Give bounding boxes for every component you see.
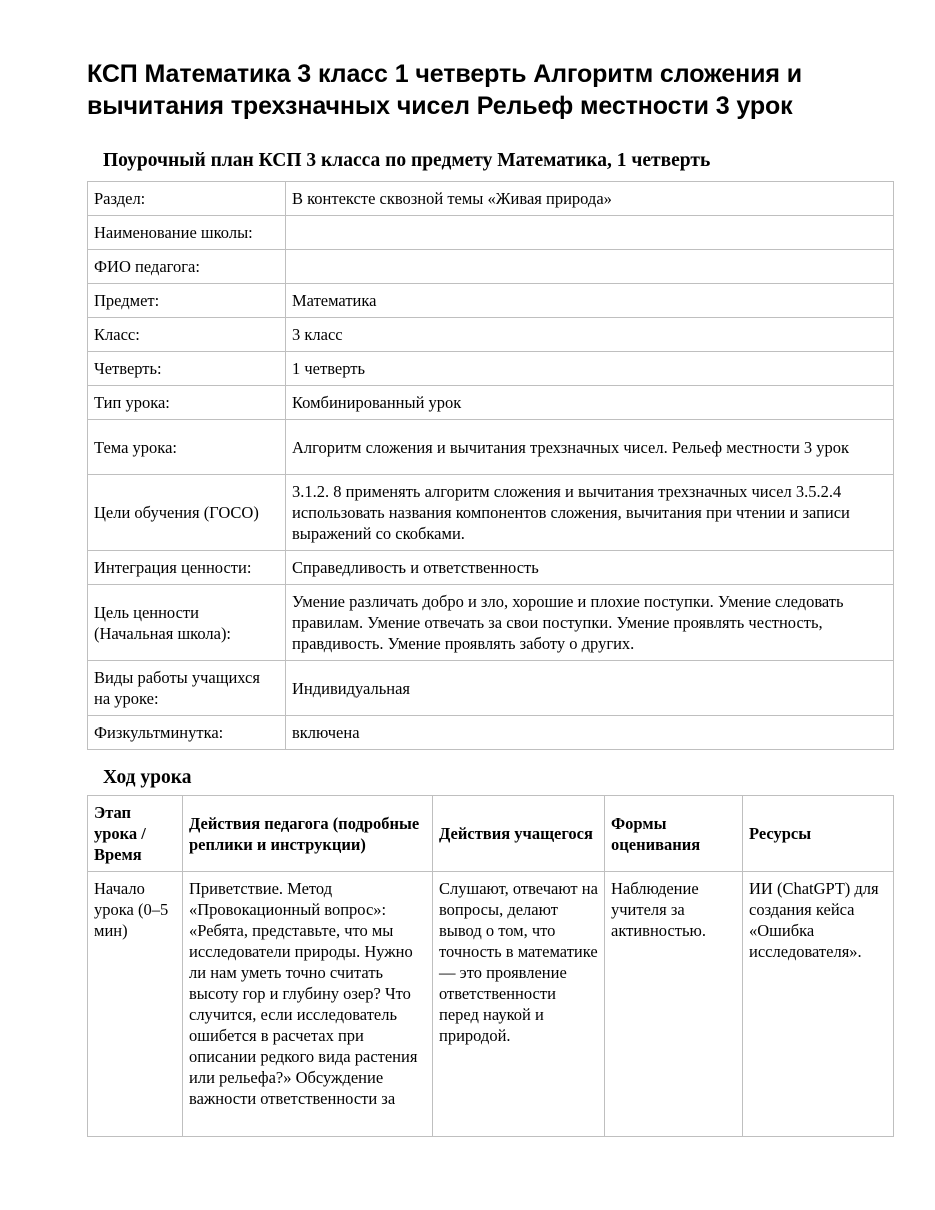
- info-label: Физкультминутка:: [88, 716, 286, 750]
- info-value: Справедливость и ответственность: [286, 551, 894, 585]
- info-label: Интеграция ценности:: [88, 551, 286, 585]
- info-row: [88, 420, 894, 475]
- info-label: Цели обучения (ГОСО): [88, 475, 286, 551]
- info-row: [88, 182, 894, 216]
- info-row: [88, 386, 894, 420]
- info-value: Комбинированный урок: [286, 386, 894, 420]
- info-value: Алгоритм сложения и вычитания трехзначных чисел. Рельеф местности 3 урок: [286, 420, 894, 475]
- column-header-assessment: Формы оценивания: [605, 796, 743, 872]
- info-row: [88, 661, 894, 716]
- info-row: [88, 318, 894, 352]
- info-row: [88, 551, 894, 585]
- info-value: 3.1.2. 8 применять алгоритм сложения и вычитания трехзначных чисел 3.5.2.4 использовать названия компонентов сложения, вычитания при чтении и записи выражений со скобками.: [286, 475, 894, 551]
- column-header-stage: Этап урока / Время: [88, 796, 183, 872]
- info-value: включена: [286, 716, 894, 750]
- info-value: 1 четверть: [286, 352, 894, 386]
- info-value: В контексте сквозной темы «Живая природа»: [286, 182, 894, 216]
- lesson-flow-table: [87, 795, 894, 1137]
- info-value: [286, 250, 894, 284]
- stage-cell: Начало урока (0–5 мин): [88, 872, 183, 1137]
- info-value: 3 класс: [286, 318, 894, 352]
- column-header-student-actions: Действия учащегося: [433, 796, 605, 872]
- info-label: Раздел:: [88, 182, 286, 216]
- info-row: [88, 475, 894, 551]
- info-value: Умение различать добро и зло, хорошие и плохие поступки. Умение следовать правилам. Умение отвечать за свои поступки. Умение проявлять честность, правдивость. Умение проявлять заботу о других.: [286, 585, 894, 661]
- info-row: [88, 352, 894, 386]
- info-label: ФИО педагога:: [88, 250, 286, 284]
- plan-heading: Поурочный план КСП 3 класса по предмету Математика, 1 четверть: [103, 150, 711, 171]
- info-label: Четверть:: [88, 352, 286, 386]
- resources-cell: ИИ (ChatGPT) для создания кейса «Ошибка исследователя».: [743, 872, 894, 1137]
- document-page: [87, 58, 893, 1137]
- info-label: Виды работы учащихся на уроке:: [88, 661, 286, 716]
- info-label: Цель ценности (Начальная школа):: [88, 585, 286, 661]
- flow-header-row: [88, 796, 894, 872]
- table-row: [88, 872, 894, 1137]
- info-label: Наименование школы:: [88, 216, 286, 250]
- info-value: [286, 216, 894, 250]
- info-value: Математика: [286, 284, 894, 318]
- info-label: Тип урока:: [88, 386, 286, 420]
- info-row: [88, 585, 894, 661]
- info-label: Предмет:: [88, 284, 286, 318]
- info-row: [88, 716, 894, 750]
- info-row: [88, 216, 894, 250]
- student-actions-cell: Слушают, отвечают на вопросы, делают вывод о том, что точность в математике — это проявление ответственности перед наукой и природой.: [433, 872, 605, 1137]
- info-value: Индивидуальная: [286, 661, 894, 716]
- info-label: Класс:: [88, 318, 286, 352]
- info-label: Тема урока:: [88, 420, 286, 475]
- flow-heading: Ход урока: [103, 767, 192, 788]
- column-header-teacher-actions: Действия педагога (подробные реплики и инструкции): [183, 796, 433, 872]
- assessment-cell: Наблюдение учителя за активностью.: [605, 872, 743, 1137]
- info-row: [88, 284, 894, 318]
- info-row: [88, 250, 894, 284]
- document-title: КСП Математика 3 класс 1 четверть Алгоритм сложения и вычитания трехзначных чисел Рельеф местности 3 урок: [87, 60, 803, 120]
- column-header-resources: Ресурсы: [743, 796, 894, 872]
- lesson-info-table: [87, 181, 894, 750]
- teacher-actions-cell: Приветствие. Метод «Провокационный вопрос»: «Ребята, представьте, что мы исследователи природы. Нужно ли нам уметь точно считать высоту гор и глубину озер? Что случится, если исследователь ошибется в расчетах при описании редкого вида растения или рельефа?» Обсуждение важности ответственности за: [183, 872, 433, 1137]
